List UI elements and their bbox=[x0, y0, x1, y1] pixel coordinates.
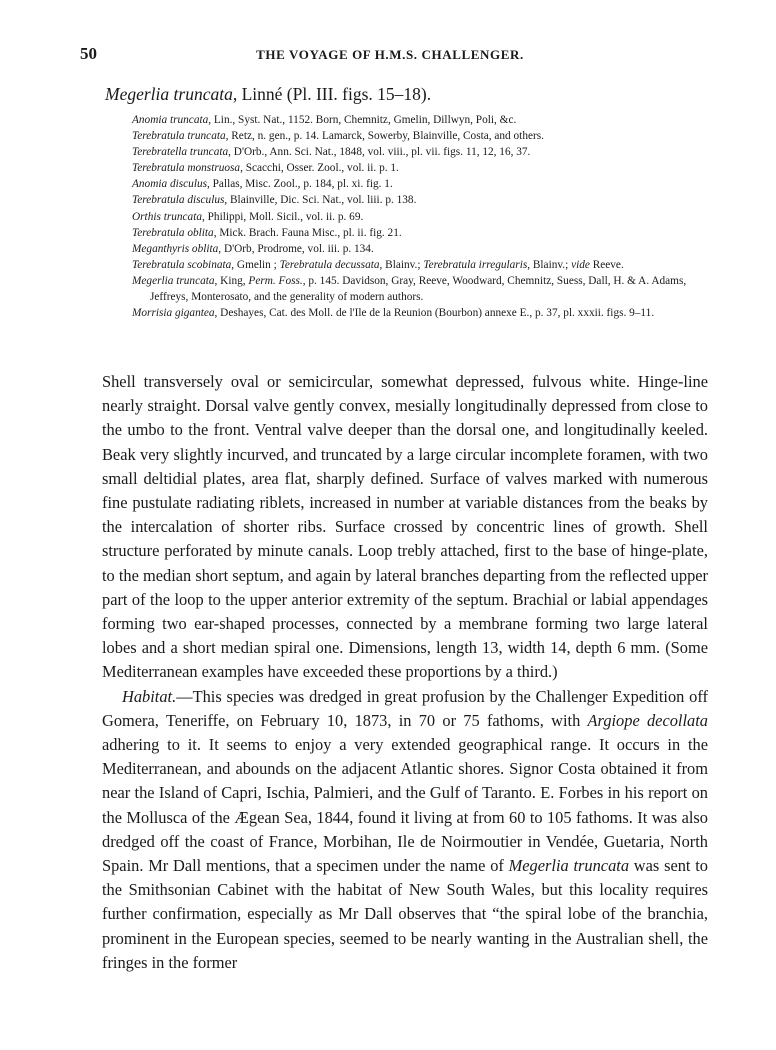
synonym-vide: vide bbox=[571, 258, 590, 271]
species-authority: , Linné (Pl. III. figs. 15–18). bbox=[232, 84, 432, 104]
species-name: Megerlia truncata bbox=[105, 84, 233, 104]
synonym-entry bbox=[132, 176, 722, 192]
synonym-name: Terebratula scobinata bbox=[132, 258, 232, 271]
synonym-entry bbox=[132, 241, 722, 257]
synonym-reference: , Blainville, Dic. Sci. Nat., vol. liii. p. 138. bbox=[224, 194, 417, 207]
synonymy-list bbox=[132, 112, 722, 321]
synonym-reference: , Philippi, Moll. Sicil., vol. ii. p. 69. bbox=[201, 210, 364, 223]
species-heading bbox=[105, 84, 431, 105]
synonym-entry bbox=[132, 209, 722, 225]
species-reference: Argiope decollata bbox=[587, 710, 708, 730]
synonym-reference: , Deshayes, Cat. des Moll. de l'Ile de la Reunion (Bourbon) annexe E., p. 37, pl. xxxii. figs. 9–11. bbox=[214, 307, 655, 320]
species-reference: Megerlia truncata bbox=[508, 856, 630, 876]
synonym-work: Perm. Foss. bbox=[248, 274, 303, 287]
synonym-entry bbox=[132, 192, 722, 208]
page-header bbox=[80, 44, 700, 68]
habitat-label: Habitat. bbox=[122, 686, 177, 706]
description-paragraph: Shell transversely oval or semicircular, somewhat depressed, fulvous white. Hinge-line nearly straight. Dorsal valve gently convex, mesially longitudinally depressed from close to the umbo to the front. Ventral valve deeper than the dorsal one, and longitudinally keeled. Beak very slightly incurved, and truncated by a large circular incomplete foramen, with two small deltidial plates, area flat, sharply defined. Surface of valves marked with numerous fine pustulate radiating riblets, increased in number at variable distances from the beaks by the intercalation of shorter ribs. Surface crossed by concentric lines of growth. Shell structure perforated by minute canals. Loop trebly attached, first to the base of hinge-plate, to the median short septum, and again by lateral branches departing from the reflected upper part of the loop to the upper anterior extremity of the septum. Brachial or labial appendages forming two ear-shaped processes, connected by a membrane forming two large lateral lobes and a short median spiral one. Dimensions, length 13, width 14, depth 6 mm. (Some Mediterranean examples have exceeded these proportions by a third.) bbox=[102, 372, 708, 682]
synonym-reference: , King, bbox=[214, 274, 249, 287]
synonym-reference: , Lin., Syst. Nat., 1152. Born, Chemnitz, Gmelin, Dillwyn, Poli, &c. bbox=[208, 114, 517, 126]
synonym-name: Terebratula truncata bbox=[132, 130, 226, 143]
synonym-reference: , Blainv.; bbox=[379, 258, 424, 271]
synonym-entry bbox=[132, 144, 722, 160]
page-number: 50 bbox=[80, 44, 97, 63]
synonym-name: Anomia disculus bbox=[132, 178, 207, 191]
synonym-name: Meganthyris oblita bbox=[132, 242, 219, 255]
synonym-entry bbox=[132, 128, 722, 144]
synonym-entry bbox=[132, 273, 722, 305]
synonym-entry bbox=[132, 160, 722, 176]
habitat-text: was sent to the Smithsonian Cabinet with the habitat of New South Wales, but this locality requires further confirmation, especially as Mr Dall observes that “the spiral lobe of the branchia, prominent in the European species, seemed to be nearly wanting in the Australian shell, the fringes in the former bbox=[102, 856, 708, 972]
synonym-name: Anomia truncata bbox=[132, 114, 209, 126]
synonym-name: Orthis truncata bbox=[132, 210, 202, 223]
habitat-paragraph bbox=[102, 685, 708, 975]
synonym-reference: , D'Orb., Ann. Sci. Nat., 1848, vol. viii., pl. vii. figs. 11, 12, 16, 37. bbox=[228, 146, 531, 159]
synonym-reference: , D'Orb, Prodrome, vol. iii. p. 134. bbox=[218, 242, 374, 255]
synonym-reference: , Pallas, Misc. Zool., p. 184, pl. xi. fig. 1. bbox=[207, 178, 393, 191]
body-text bbox=[102, 370, 708, 975]
synonym-entry bbox=[132, 305, 722, 321]
synonym-reference: , Blainv.; bbox=[527, 258, 572, 271]
synonym-reference: , Gmelin ; bbox=[231, 258, 280, 271]
habitat-text: adhering to it. It seems to enjoy a very extended geographical range. It occurs in the Mediterranean, and abounds on the adjacent Atlantic shores. Signor Costa obtained it from near the Island of Capri, Ischia, Palmieri, and the Gulf of Taranto. E. Forbes in his report on the Mollusca of the Ægean Sea, 1844, found it living at from 60 to 105 fathoms. It was also dredged off the coast of France, Morbihan, Ile de Noirmoutier in Vendée, Guetaria, North Spain. Mr Dall mentions, that a specimen under the name of bbox=[102, 735, 708, 876]
synonym-name: Terebratula disculus bbox=[132, 194, 225, 207]
synonym-name: Terebratella truncata bbox=[132, 146, 229, 159]
synonym-entry bbox=[132, 225, 722, 241]
synonym-reference: , Mick. Brach. Fauna Misc., pl. ii. fig. 21. bbox=[213, 226, 402, 239]
synonym-reference: , Retz, n. gen., p. 14. Lamarck, Sowerby, Blainville, Costa, and others. bbox=[225, 130, 544, 143]
running-title: THE VOYAGE OF H.M.S. CHALLENGER. bbox=[256, 47, 524, 62]
habitat-text: —This species was dredged in great profusion by the Challenger Expedition off Gomera, Teneriffe, on February 10, 1873, in 70 or 75 fathoms, with bbox=[102, 686, 708, 730]
synonym-name: Terebratula irregularis bbox=[423, 258, 528, 271]
synonym-name: Morrisia gigantea bbox=[132, 307, 215, 320]
synonym-reference: , Scacchi, Osser. Zool., vol. ii. p. 1. bbox=[240, 162, 399, 175]
synonym-name: Megerlia truncata bbox=[132, 274, 215, 287]
synonym-name: Terebratula decussata bbox=[279, 258, 380, 271]
synonym-entry bbox=[132, 112, 722, 128]
synonym-entry bbox=[132, 257, 722, 273]
synonym-reference: Reeve. bbox=[589, 258, 624, 271]
synonym-reference: , p. 145. Davidson, Gray, Reeve, Woodward, Chemnitz, Suess, Dall, H. & A. Adams, Jeffreys, Monterosato, and the generality of modern authors. bbox=[150, 274, 687, 304]
synonym-name: Terebratula monstruosa bbox=[132, 162, 241, 175]
synonym-name: Terebratula oblita bbox=[132, 226, 214, 239]
